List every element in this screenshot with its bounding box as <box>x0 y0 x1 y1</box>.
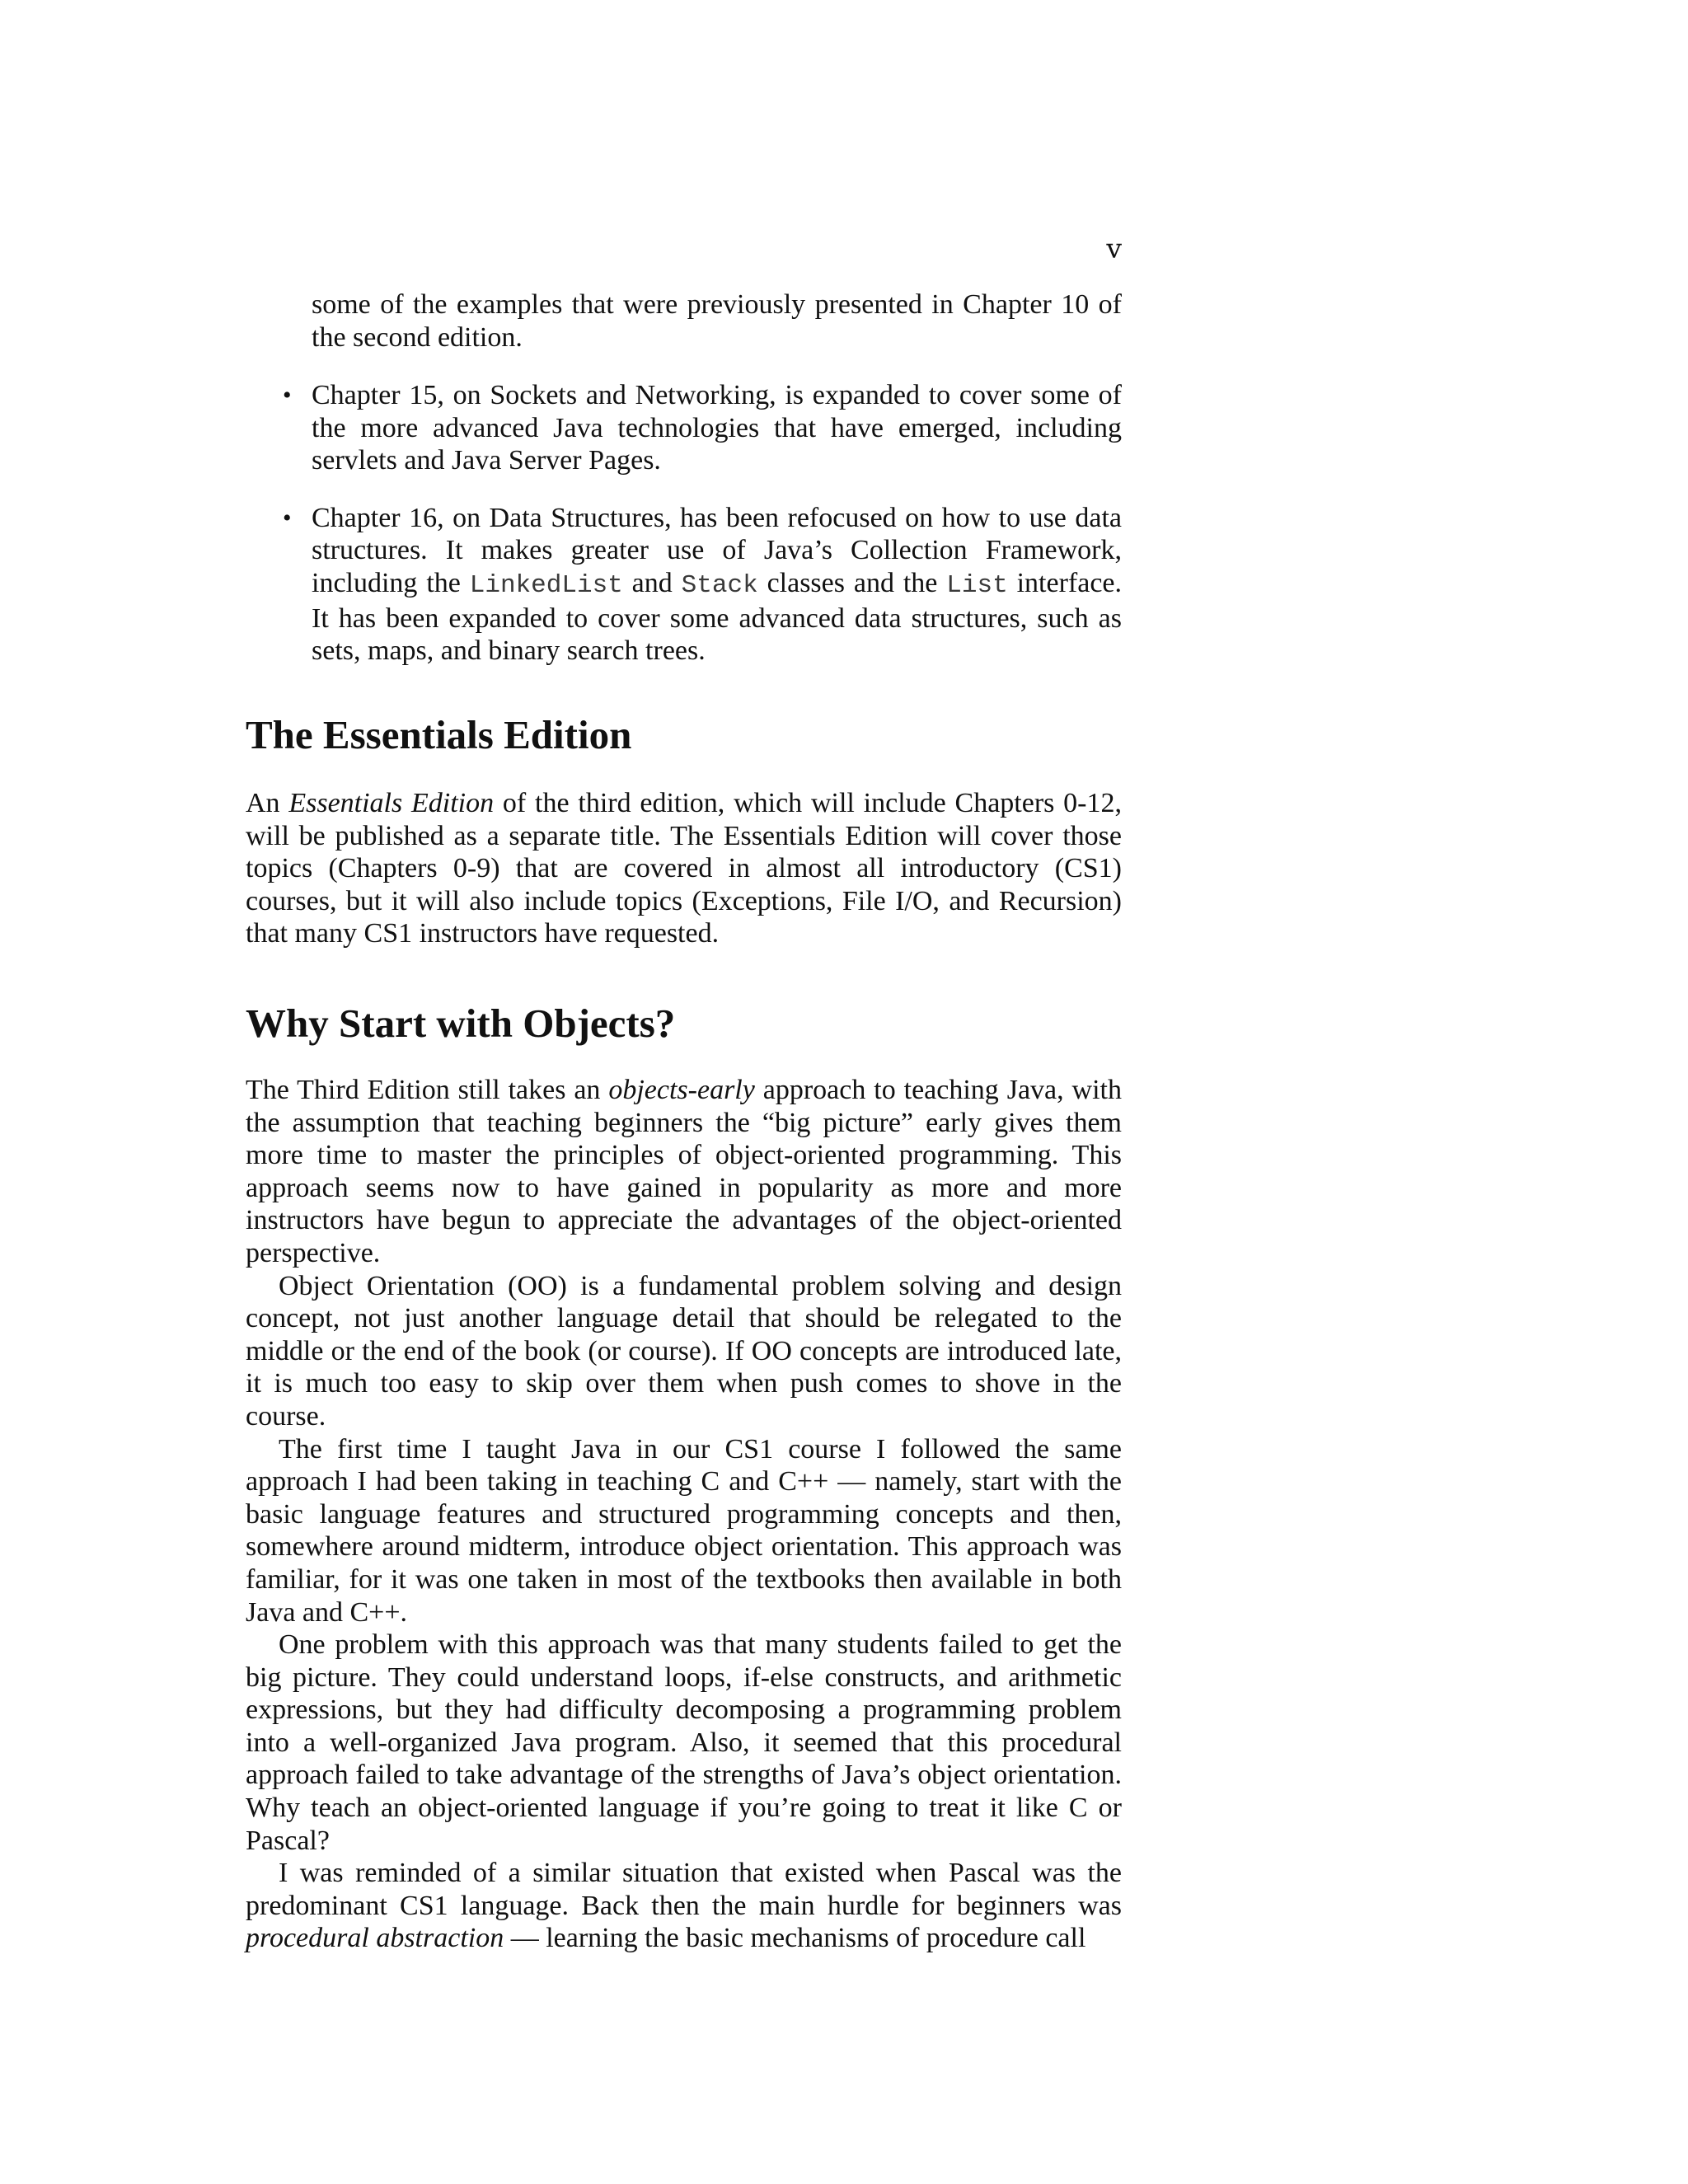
emphasis-objects-early: objects-early <box>608 1075 755 1105</box>
bullet-dot-icon: • <box>283 382 292 409</box>
why-paragraph-3: The first time I taught Java in our CS1 course I followed the same approach I had been taking in teaching C and C++ — namely, start with the basic language features and structured programming concepts and then, somewhere around midterm, introduce object orientation. This approach was familiar, for it was one taken in most of the textbooks then available in both Java and C++. <box>246 1433 1122 1628</box>
text-run: I was reminded of a similar situation that existed when Pascal was the predominant CS1 language. Back then the main hurdle for beginners was <box>246 1858 1122 1921</box>
text-run: — learning the basic mechanisms of procedure call <box>504 1923 1086 1954</box>
why-paragraph-4: One problem with this approach was that many students failed to get the big picture. They could understand loops, if-else constructs, and arithmetic expressions, but they had difficulty decomposing a programming problem into a well-organized Java program. Also, it seemed that this procedural approach failed to take advantage of the strengths of Java’s object orientation. Why teach an object-oriented language if you’re going to treat it like C or Pascal? <box>246 1629 1122 1856</box>
why-objects-body <box>246 1074 1122 1955</box>
bullet-text: Chapter 15, on Sockets and Networking, is expanded to cover some of the more advanced Java technologies that have emerged, including servlets and Java Server Pages. <box>312 380 1122 476</box>
bullet-text-part: Chapter 16, on Data Structures, has been refocused on how to use data structures. It makes greater use of Java’s Collection Framework, including the <box>312 502 1122 598</box>
code-list: List <box>946 570 1008 600</box>
bullet-text-part: and <box>622 567 682 598</box>
essentials-paragraph <box>246 787 1122 950</box>
why-paragraph-5 <box>246 1857 1122 1955</box>
section-heading-why-objects: Why Start with Objects? <box>246 1001 676 1046</box>
code-stack: Stack <box>681 570 758 600</box>
text-run: of the third edition, which will include Chapters 0-12, will be published as a separate title. The Essentials Edition will cover those topics (Chapters 0-9) that are covered in almost all introductory (CS1) courses, but it will also include topics (Exceptions, File I/O, and Recursion) that many CS1 instructors have requested. <box>246 788 1122 949</box>
bullet-item-chapter-15 <box>246 379 1122 477</box>
emphasis-essentials-edition: Essentials Edition <box>288 788 495 818</box>
bullet-dot-icon: • <box>283 504 292 532</box>
page-number: v <box>1106 232 1122 265</box>
continued-bullet-text: some of the examples that were previously presented in Chapter 10 of the second edition. <box>312 289 1122 353</box>
text-run: approach to teaching Java, with the assumption that teaching beginners the “big picture” early gives them more time to master the principles of object-oriented programming. This approach seems now to have gained in popularity as more and more instructors have begun to appreciate the advantages of the object-oriented perspective. <box>246 1075 1122 1268</box>
text-run: An <box>246 788 289 818</box>
bullet-text-part: interface. It has been expanded to cover some advanced data structures, such as sets, maps, and binary search trees. <box>312 567 1122 667</box>
section-heading-essentials: The Essentials Edition <box>246 712 632 757</box>
code-linkedlist: LinkedList <box>469 570 623 600</box>
bullet-text-part: classes and the <box>757 567 947 598</box>
bullet-list <box>246 379 1122 692</box>
text-run: The Third Edition still takes an <box>246 1075 609 1105</box>
why-paragraph-2: Object Orientation (OO) is a fundamental problem solving and design concept, not just another language detail that should be relegated to the middle or the end of the book (or course). If OO concepts are introduced late, it is much too easy to skip over them when push comes to shove in the course. <box>246 1270 1122 1432</box>
bullet-item-chapter-16 <box>246 502 1122 668</box>
emphasis-procedural-abstraction: procedural abstraction <box>246 1923 504 1954</box>
why-paragraph-1 <box>246 1074 1122 1270</box>
